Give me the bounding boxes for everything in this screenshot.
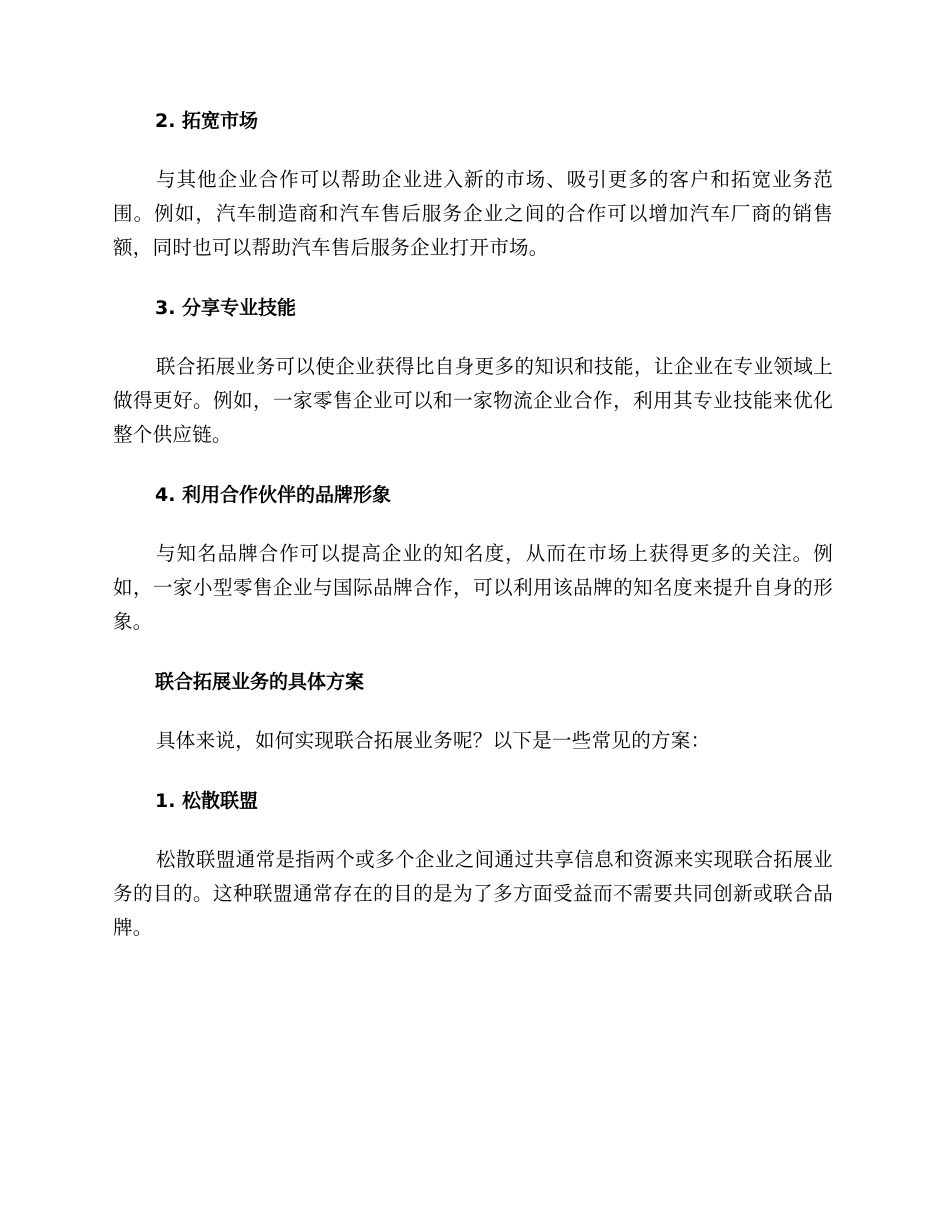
plan-heading: 联合拓展业务的具体方案 xyxy=(155,671,365,693)
section-body-partner-brand: 与知名品牌合作可以提高企业的知名度，从而在市场上获得更多的关注。例如，一家小型零售企业与国际品牌合作，可以利用该品牌的知名度来提升自身的形象。 xyxy=(113,542,833,633)
document-page xyxy=(113,108,833,945)
section-body-expand-market: 与其他企业合作可以帮助企业进入新的市场、吸引更多的客户和拓宽业务范围。例如，汽车制造商和汽车售后服务企业之间的合作可以增加汽车厂商的销售额，同时也可以帮助汽车售后服务企业打开市场。 xyxy=(113,168,833,259)
section-heading-expand-market: 2. 拓宽市场 xyxy=(155,110,259,132)
section-heading-share-skills: 3. 分享专业技能 xyxy=(155,297,297,319)
plan-intro: 具体来说，如何实现联合拓展业务呢？以下是一些常见的方案： xyxy=(156,729,711,752)
plan-item-heading-loose-alliance: 1. 松散联盟 xyxy=(155,790,259,812)
section-body-share-skills: 联合拓展业务可以使企业获得比自身更多的知识和技能，让企业在专业领域上做得更好。例如，一家零售企业可以和一家物流企业合作，利用其专业技能来优化整个供应链。 xyxy=(113,355,833,446)
plan-item-body-loose-alliance: 松散联盟通常是指两个或多个企业之间通过共享信息和资源来实现联合拓展业务的目的。这种联盟通常存在的目的是为了多方面受益而不需要共同创新或联合品牌。 xyxy=(113,848,833,939)
section-heading-partner-brand: 4. 利用合作伙伴的品牌形象 xyxy=(155,484,392,506)
